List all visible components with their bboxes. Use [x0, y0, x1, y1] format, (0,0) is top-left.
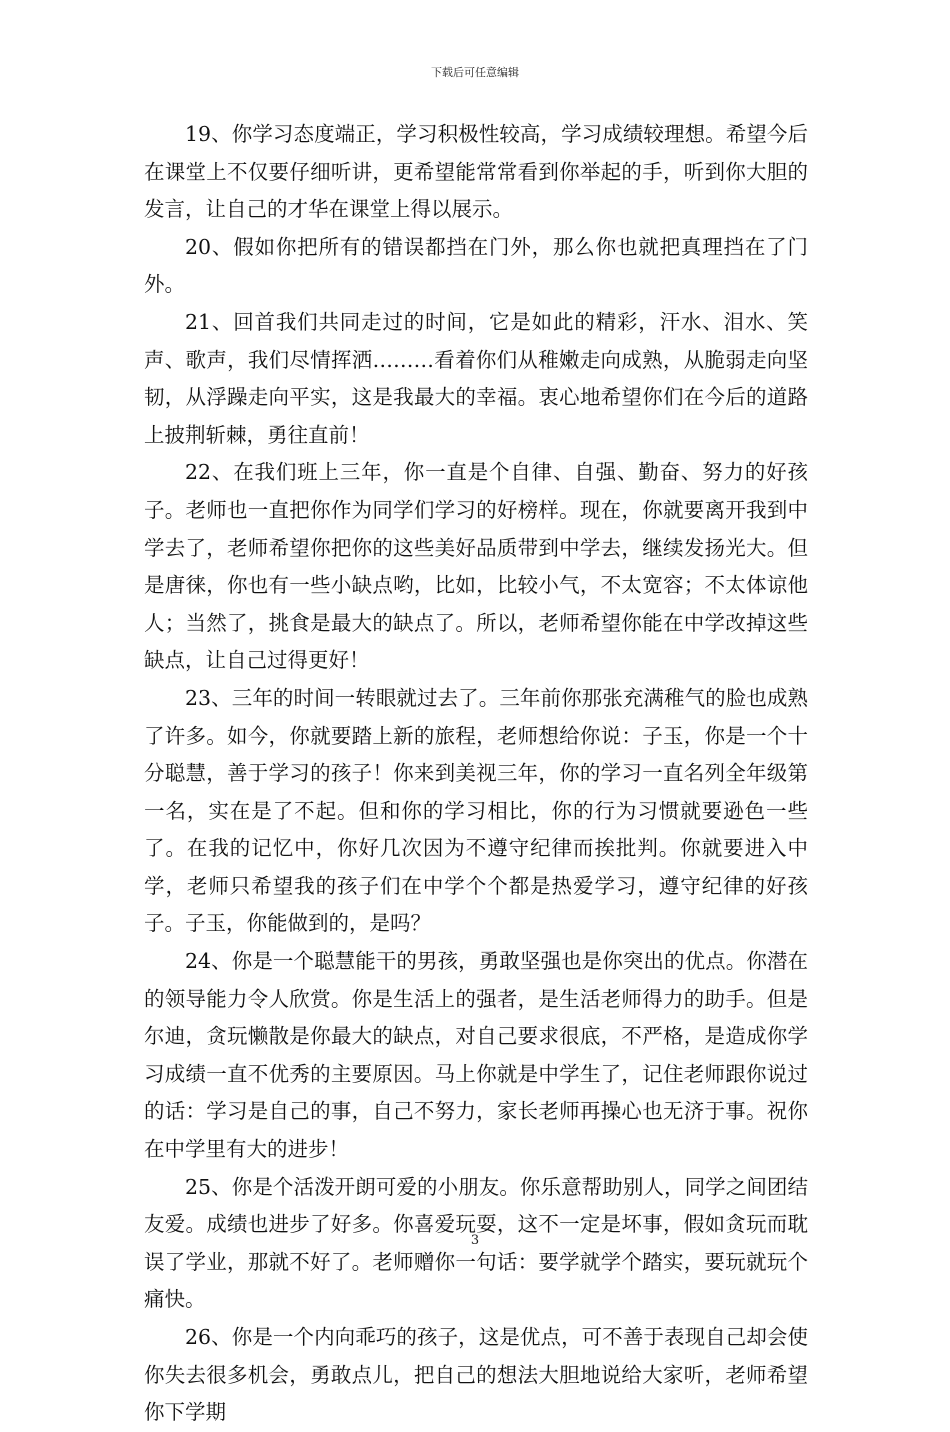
- paragraph-24: 24、你是一个聪慧能干的男孩，勇敢坚强也是你突出的优点。你潜在的领导能力令人欣赏。你是生活上的强者，是生活老师得力的助手。但是尔迪，贪玩懒散是你最大的缺点，对自己要求很底，不严格，是造成你学习成绩一直不优秀的主要原因。马上你就是中学生了，记住老师跟你说过的话：学习是自己的事，自己不努力，家长老师再操心也无济于事。祝你在中学里有大的进步！: [144, 949, 808, 1162]
- page-number: 3: [470, 1233, 480, 1248]
- paragraph-20: 20、假如你把所有的错误都挡在门外，那么你也就把真理挡在了门外。: [144, 234, 808, 297]
- page-header: 下载后可任意编辑: [431, 66, 519, 79]
- paragraph-21: 21、回首我们共同走过的时间，它是如此的精彩，汗水、泪水、笑声、歌声，我们尽情挥洒………看着你们从稚嫩走向成熟，从脆弱走向坚韧，从浮躁走向平实，这是我最大的幸福。衷心地希望你们在今后的道路上披荆斩棘，勇往直前！: [144, 309, 808, 447]
- paragraph-23: 23、三年的时间一转眼就过去了。三年前你那张充满稚气的脸也成熟了许多。如今，你就要踏上新的旅程，老师想给你说：子玉，你是一个十分聪慧，善于学习的孩子！你来到美视三年，你的学习一直名列全年级第一名，实在是了不起。但和你的学习相比，你的行为习惯就要逊色一些了。在我的记忆中，你好几次因为不遵守纪律而挨批判。你就要进入中学，老师只希望我的孩子们在中学个个都是热爱学习，遵守纪律的好孩子。子玉，你能做到的，是吗？: [144, 685, 808, 936]
- paragraph-25: 25、你是个活泼开朗可爱的小朋友。你乐意帮助别人，同学之间团结友爱。成绩也进步了好多。你喜爱玩耍，这不一定是坏事，假如贪玩而耽误了学业，那就不好了。老师赠你一句话：要学就学个踏实，要玩就玩个痛快。: [144, 1174, 808, 1312]
- paragraph-19: 19、你学习态度端正，学习积极性较高，学习成绩较理想。希望今后在课堂上不仅要仔细听讲，更希望能常常看到你举起的手，听到你大胆的发言，让自己的才华在课堂上得以展示。: [144, 122, 808, 222]
- paragraph-22: 22、在我们班上三年，你一直是个自律、自强、勤奋、努力的好孩子。老师也一直把你作为同学们学习的好榜样。现在，你就要离开我到中学去了，老师希望你把你的这些美好品质带到中学去，继续发扬光大。但是唐徕，你也有一些小缺点哟，比如，比较小气，不太宽容；不太体谅他人；当然了，挑食是最大的缺点了。所以，老师希望你能在中学改掉这些缺点，让自己过得更好！: [144, 460, 808, 673]
- paragraph-26: 26、你是一个内向乖巧的孩子，这是优点，可不善于表现自己却会使你失去很多机会，勇敢点儿，把自己的想法大胆地说给大家听，老师希望你下学期: [144, 1325, 808, 1425]
